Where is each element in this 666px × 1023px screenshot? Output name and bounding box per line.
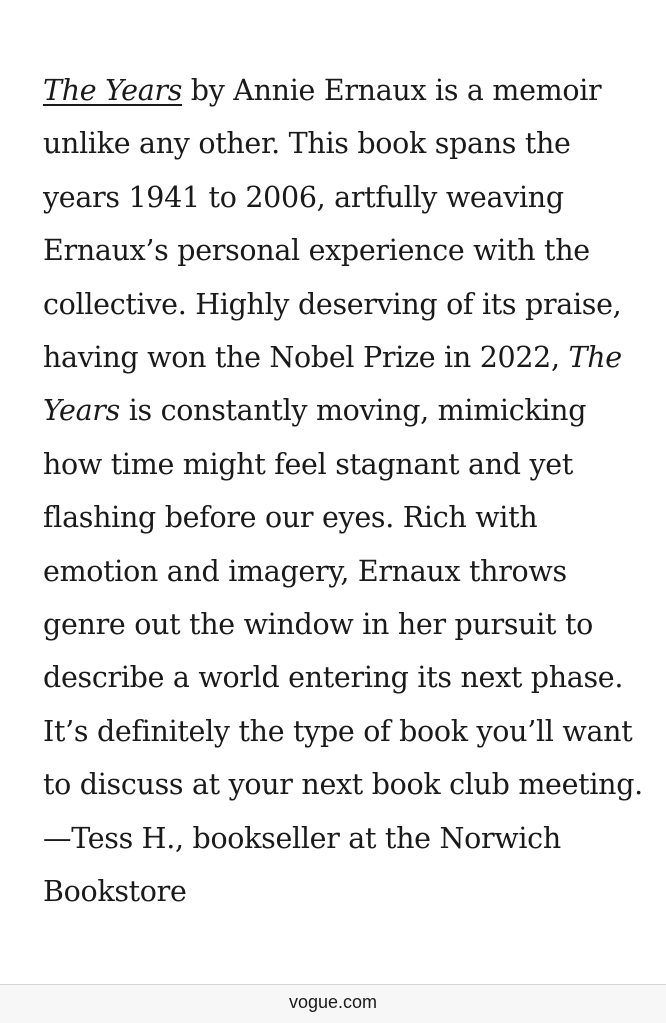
paragraph-line: years 1941 to 2006, artfully weaving: [43, 180, 564, 214]
paragraph-line: [43, 64, 643, 117]
paragraph-line: [43, 384, 643, 437]
paragraph-line: how time might feel stagnant and yet: [43, 447, 573, 481]
attribution-line: Bookstore: [43, 875, 187, 909]
book-title-italic: Years: [43, 394, 120, 428]
attribution-line: —Tess H., bookseller at the Norwich: [43, 821, 561, 855]
paragraph-line: It’s definitely the type of book you’ll want: [43, 714, 633, 748]
book-title-italic: The: [568, 341, 622, 375]
paragraph-line: genre out the window in her pursuit to: [43, 608, 593, 642]
paragraph-line: collective. Highly deserving of its praise,: [43, 287, 622, 321]
paragraph-line: describe a world entering its next phase.: [43, 661, 624, 695]
paragraph-line: to discuss at your next book club meeting.: [43, 768, 643, 802]
domain-label[interactable]: vogue.com: [288, 992, 378, 1012]
book-title-link[interactable]: The Years: [43, 74, 183, 107]
paragraph-text: by Annie Ernaux is a memoir: [182, 74, 602, 107]
paragraph-line: emotion and imagery, Ernaux throws: [43, 554, 567, 588]
browser-address-bar[interactable]: [0, 984, 666, 1023]
paragraph-line: unlike any other. This book spans the: [43, 127, 571, 161]
paragraph-line: flashing before our eyes. Rich with: [43, 501, 538, 535]
article-paragraph: [43, 64, 643, 919]
paragraph-line: [43, 331, 643, 384]
paragraph-line: Ernaux’s personal experience with the: [43, 234, 590, 268]
paragraph-text: having won the Nobel Prize in 2022,: [43, 341, 569, 375]
paragraph-text: is constantly moving, mimicking: [119, 394, 587, 428]
